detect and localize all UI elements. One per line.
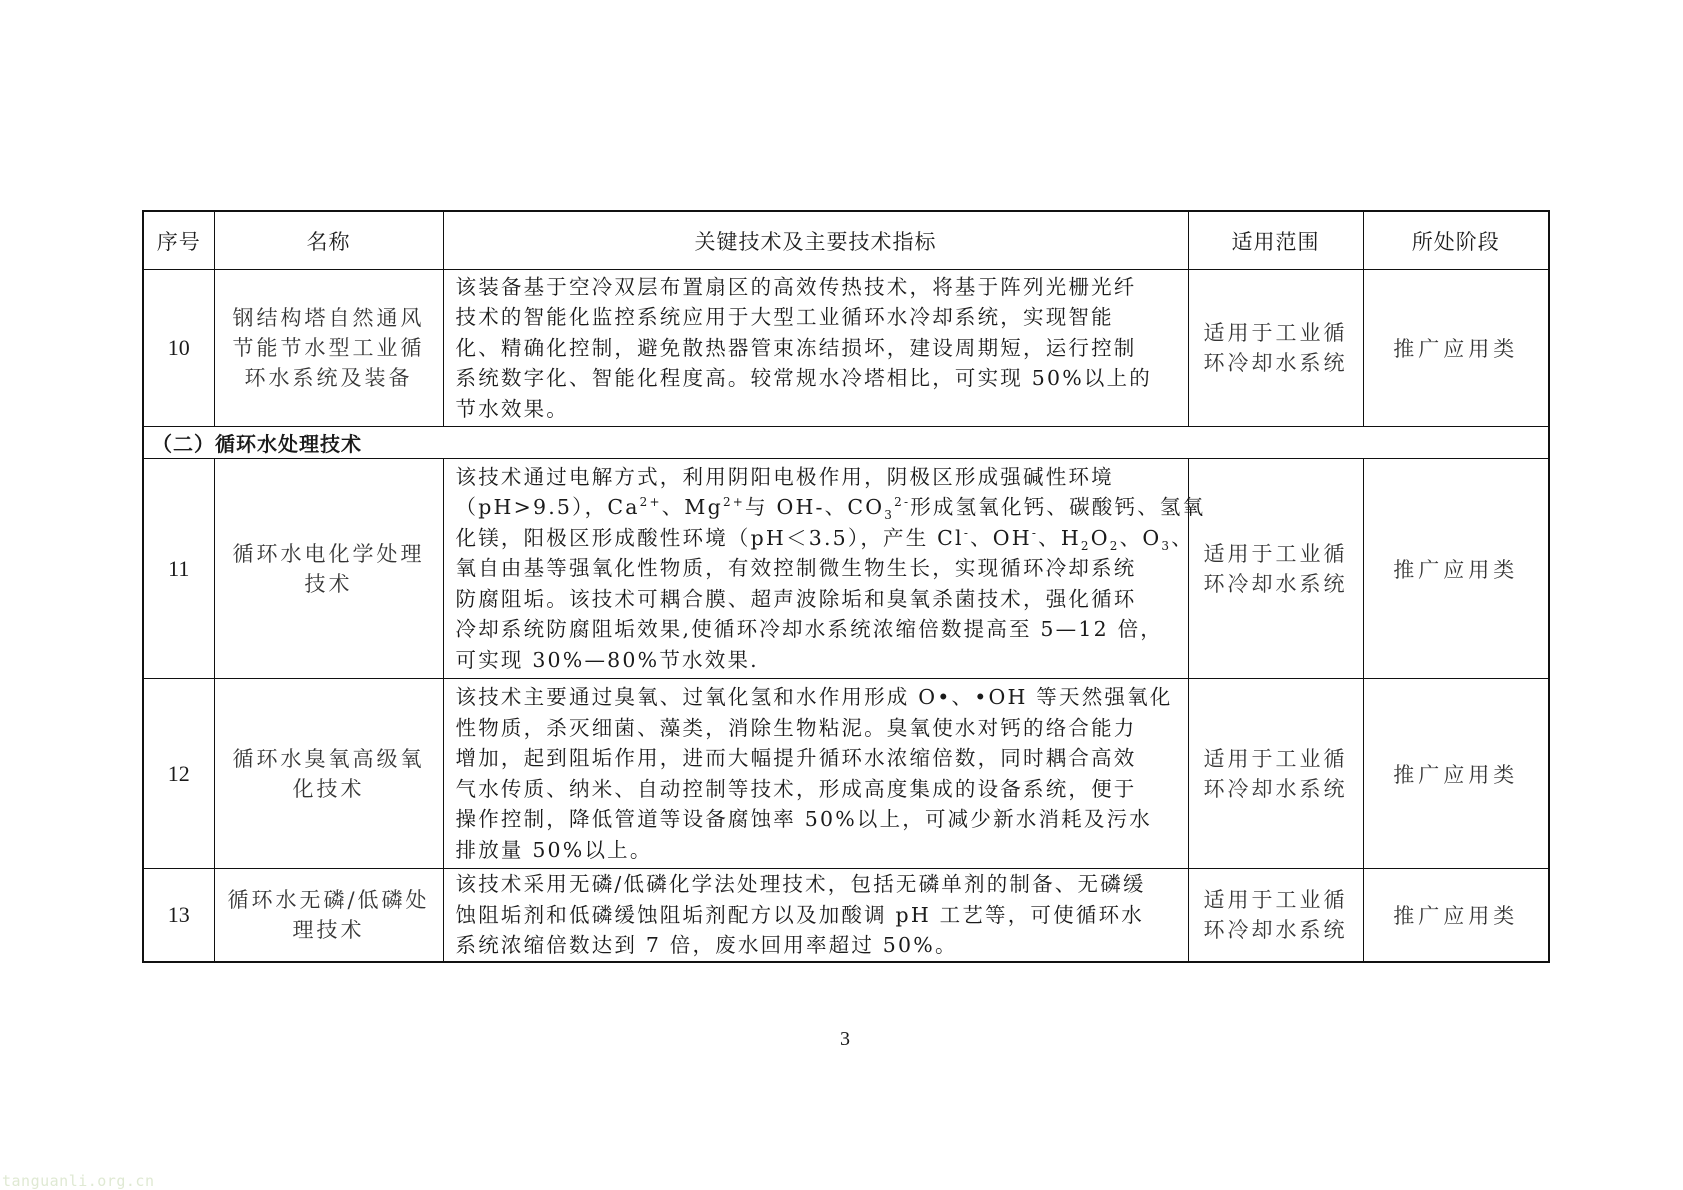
tech-description: [443, 270, 1188, 427]
header-stage: 所处阶段: [1363, 211, 1549, 270]
tech-description: [443, 679, 1188, 869]
subscript: 2: [1109, 538, 1120, 553]
stage: 推广应用类: [1363, 679, 1549, 869]
name-line: 循环水电化学处理: [232, 541, 425, 566]
desc-line: 气水传质、纳米、自动控制等技术，形成高度集成的设备系统，便于: [455, 776, 1137, 801]
text-run: 、H: [1038, 525, 1081, 550]
desc-line: 操作控制，降低管道等设备腐蚀率 50%以上，可减少新水消耗及污水: [455, 807, 1152, 831]
desc-line: [455, 523, 1194, 554]
text-run: 化镁，阳极区形成酸性环境（pH＜3.5），产生 Cl: [455, 525, 964, 550]
scope-line: 环冷却水系统: [1203, 351, 1348, 375]
text-run: （pH>9.5），Ca: [455, 495, 640, 520]
scope-line: 适用于工业循: [1203, 746, 1348, 771]
header-no: 序号: [143, 211, 214, 270]
text-run: 、Mg: [661, 495, 723, 520]
name-line: 化技术: [292, 776, 365, 801]
text-run: 、: [1171, 525, 1194, 550]
name-line: 节能节水型工业循: [232, 336, 425, 360]
tech-name: [214, 869, 443, 963]
header-scope: 适用范围: [1188, 211, 1363, 270]
desc-line: 该技术主要通过臭氧、过氧化氢和水作用形成 O•、•OH 等天然强氧化: [455, 685, 1173, 709]
watermark: tanguanli.org.cn: [2, 1172, 155, 1190]
tech-name: [214, 270, 443, 427]
desc-line: 技术的智能化监控系统应用于大型工业循环水冷却系统，实现智能: [455, 305, 1114, 330]
desc-line: 系统数字化、智能化程度高。较常规水冷塔相比，可实现 50%以上的: [455, 366, 1152, 391]
page-number: 3: [840, 1028, 850, 1050]
desc-line: 蚀阻垢剂和低磷缓蚀阻垢剂配方以及加酸调 pH 工艺等，可使循环水: [455, 902, 1144, 927]
scope-line: 环冷却水系统: [1203, 776, 1348, 801]
desc-line: 该装备基于空冷双层布置扇区的高效传热技术，将基于阵列光栅光纤: [455, 274, 1137, 299]
scope-line: 环冷却水系统: [1203, 918, 1348, 942]
superscript: -: [1031, 525, 1039, 540]
section-heading-row: [143, 427, 1549, 459]
row-number: 10: [143, 270, 214, 427]
desc-line: 氧自由基等强氧化性物质，有效控制微生物生长，实现循环冷却系统: [455, 556, 1137, 581]
row-number: 12: [143, 679, 214, 869]
scope-line: 环冷却水系统: [1203, 571, 1348, 596]
tech-description: [443, 869, 1188, 963]
superscript: 2-: [894, 495, 911, 510]
tech-name: [214, 679, 443, 869]
superscript: 2+: [722, 495, 746, 510]
name-line: 钢结构塔自然通风: [232, 306, 425, 330]
name-line: 循环水臭氧高级氧: [232, 746, 425, 771]
text-run: 、O: [1119, 525, 1162, 550]
desc-line: 冷却系统防腐阻垢效果,使循环冷却水系统浓缩倍数提高至 5—12 倍，: [455, 617, 1163, 642]
superscript: 2+: [639, 495, 662, 510]
text-run: 与 OH-、CO: [745, 495, 885, 520]
desc-line: 该技术采用无磷/低磷化学法处理技术，包括无磷单剂的制备、无磷缓: [455, 872, 1146, 897]
name-line: 技术: [304, 571, 353, 596]
desc-line: 系统浓缩倍数达到 7 倍，废水回用率超过 50%。: [455, 933, 958, 958]
subscript: 2: [1080, 538, 1091, 553]
table-row: [143, 869, 1549, 963]
stage: 推广应用类: [1363, 270, 1549, 427]
scope-line: 适用于工业循: [1203, 888, 1348, 912]
stage: 推广应用类: [1363, 869, 1549, 963]
desc-line: 可实现 30%—80%节水效果.: [455, 647, 759, 672]
superscript: -: [963, 525, 971, 540]
desc-line: 性物质，杀灭细菌、藻类，消除生物粘泥。臭氧使水对钙的络合能力: [455, 715, 1137, 740]
row-number: 13: [143, 869, 214, 963]
desc-line: 该技术通过电解方式，利用阴阳电极作用，阴极区形成强碱性环境: [455, 464, 1114, 489]
text-run: 形成氢氧化钙、碳酸钙、氢氧: [910, 495, 1206, 520]
table-row: [143, 679, 1549, 869]
desc-line: 增加，起到阻垢作用，进而大幅提升循环水浓缩倍数，同时耦合高效: [455, 746, 1137, 770]
desc-line: 排放量 50%以上。: [455, 837, 653, 862]
name-line: 循环水无磷/低磷处: [227, 888, 430, 912]
text-run: O: [1090, 525, 1110, 550]
header-name: 名称: [214, 211, 443, 270]
table-header-row: [143, 211, 1549, 270]
tech-description: [443, 459, 1206, 679]
technology-table: [142, 210, 1550, 963]
scope: [1188, 459, 1363, 679]
desc-line: 化、精确化控制，避免散热器管束冻结损坏，建设周期短，运行控制: [455, 335, 1137, 360]
scope-line: 适用于工业循: [1203, 541, 1348, 566]
text-run: 、OH: [970, 525, 1032, 550]
scope: [1188, 270, 1363, 427]
header-tech: 关键技术及主要技术指标: [443, 211, 1188, 270]
table-row: [143, 459, 1549, 679]
section-title: （二）循环水处理技术: [143, 427, 1549, 459]
desc-line: [455, 492, 1206, 523]
subscript: 3: [1161, 538, 1172, 553]
stage: 推广应用类: [1363, 459, 1549, 679]
tech-name: [214, 459, 443, 679]
table-row: [143, 270, 1549, 427]
scope: [1188, 869, 1363, 963]
scope-line: 适用于工业循: [1203, 321, 1348, 345]
name-line: 理技术: [292, 918, 365, 942]
scope: [1188, 679, 1363, 869]
desc-line: 节水效果。: [455, 396, 569, 421]
desc-line: 防腐阻垢。该技术可耦合膜、超声波除垢和臭氧杀菌技术，强化循环: [455, 586, 1137, 611]
row-number: 11: [143, 459, 214, 679]
name-line: 环水系统及装备: [244, 366, 413, 390]
subscript: 3: [884, 508, 895, 523]
